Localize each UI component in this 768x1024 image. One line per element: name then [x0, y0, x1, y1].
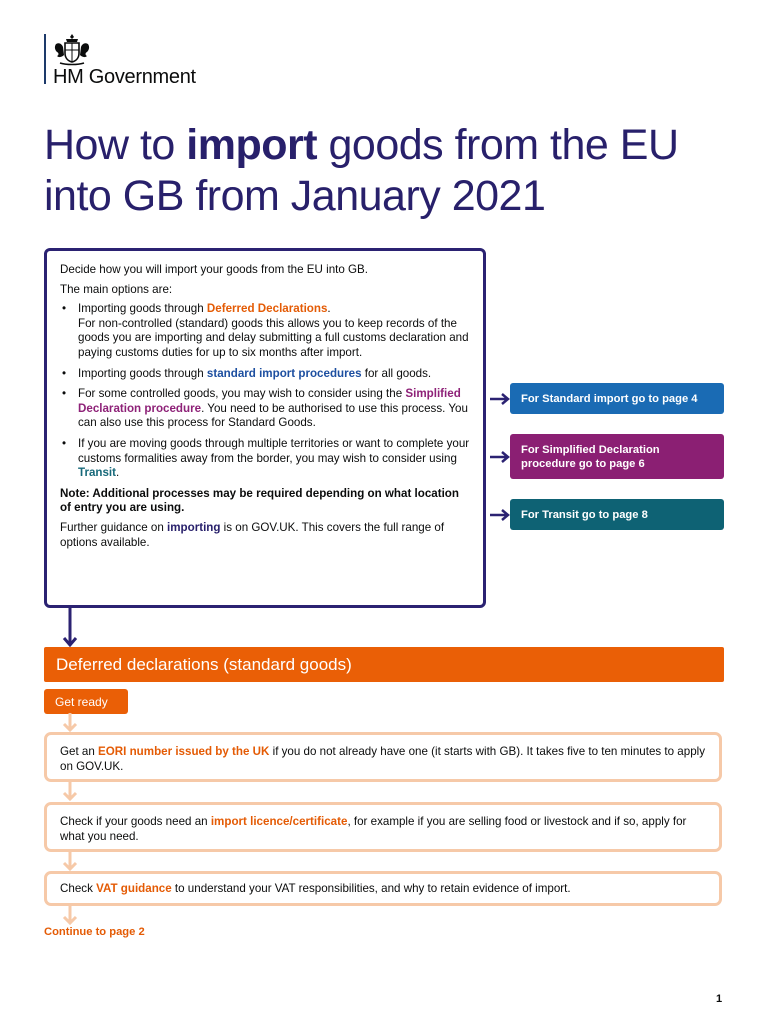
option-text: Importing goods through	[78, 302, 207, 316]
intro-line: Decide how you will import your goods from the EU into GB.	[60, 263, 369, 276]
title-part2: goods from the EU into GB from January 2021	[44, 121, 679, 220]
simplified-declaration-link[interactable]: Simplified Declaration procedure	[78, 387, 461, 415]
options-box	[44, 248, 486, 608]
arrow-right-icon	[490, 509, 510, 521]
arrow-right-icon	[490, 451, 510, 463]
transit-link[interactable]: Transit	[78, 466, 117, 480]
step-text: Check if your goods need an	[60, 815, 211, 828]
option-transit	[60, 437, 471, 481]
step-text: to understand your VAT responsibilities, and why to retain evidence of import.	[171, 882, 571, 895]
standard-import-link[interactable]: standard import procedures	[206, 366, 362, 380]
option-text: .	[327, 302, 331, 316]
stage-label: Get ready	[44, 689, 128, 714]
step-eori	[44, 732, 722, 782]
title-bold: import	[186, 121, 318, 169]
options-list	[60, 302, 471, 481]
further-text: Further guidance on	[60, 520, 167, 534]
arrow-down-icon	[60, 906, 80, 926]
step-vat	[44, 871, 722, 906]
title-part1: How to	[44, 121, 187, 169]
step-text: , for example if you are selling food or livestock and if so, apply for what you need.	[60, 815, 687, 843]
royal-crest-icon	[52, 32, 92, 66]
step-text: if you do not already have one (it starts with GB). It takes five to ten minutes to apply on GOV.UK.	[60, 745, 706, 773]
option-detail: For non-controlled (standard) goods this allows you to keep records of the goods you are importing and delay submitting a full customs declaration and paying customs duties for up to six months after import.	[78, 316, 469, 359]
arrow-down-icon	[60, 782, 80, 802]
option-text: .	[116, 466, 120, 480]
option-text: for all goods.	[361, 366, 432, 380]
arrow-down-icon	[62, 608, 82, 648]
transit-button[interactable]: For Transit go to page 8	[510, 499, 724, 530]
step-text: Get an	[60, 745, 99, 758]
simplified-declaration-button[interactable]: For Simplified Declaration procedure go to page 6	[510, 434, 724, 479]
option-text: . You need to be authorised to use this process. You can also use this process for Standard Goods.	[78, 401, 468, 430]
page-number: 1	[716, 993, 723, 1005]
eori-link[interactable]: EORI number issued by the UK	[98, 745, 270, 758]
step-licence	[44, 802, 722, 852]
option-text: Importing goods through	[78, 366, 207, 380]
option-text: For some controlled goods, you may wish to consider using the	[78, 387, 406, 401]
import-licence-link[interactable]: import licence/certificate	[210, 815, 348, 828]
arrow-down-icon	[60, 713, 80, 733]
org-name: HM Government	[53, 66, 196, 88]
option-deferred	[60, 302, 471, 360]
intro-options-label: The main options are:	[60, 282, 173, 296]
step-text: Check	[60, 882, 97, 895]
note: Note: Additional processes may be required depending on what location of entry you are using.	[60, 486, 459, 515]
header-rule	[44, 34, 46, 84]
standard-import-button[interactable]: For Standard import go to page 4	[510, 383, 724, 414]
arrow-down-icon	[60, 852, 80, 872]
option-simplified	[60, 387, 471, 431]
deferred-declarations-link[interactable]: Deferred Declarations	[206, 302, 328, 316]
section-title: Deferred declarations (standard goods)	[44, 647, 724, 682]
page-title	[44, 120, 744, 222]
vat-guidance-link[interactable]: VAT guidance	[96, 882, 172, 895]
importing-link[interactable]: importing	[167, 520, 221, 534]
further-text: is on GOV.UK. This covers the full range of options available.	[60, 520, 445, 549]
arrow-right-icon	[490, 393, 510, 405]
continue-link[interactable]: Continue to page 2	[44, 926, 145, 938]
option-standard	[60, 367, 471, 382]
option-text: If you are moving goods through multiple territories or want to complete your customs formalities away from the border, you may wish to consider using	[78, 436, 470, 465]
further-guidance	[60, 521, 471, 550]
